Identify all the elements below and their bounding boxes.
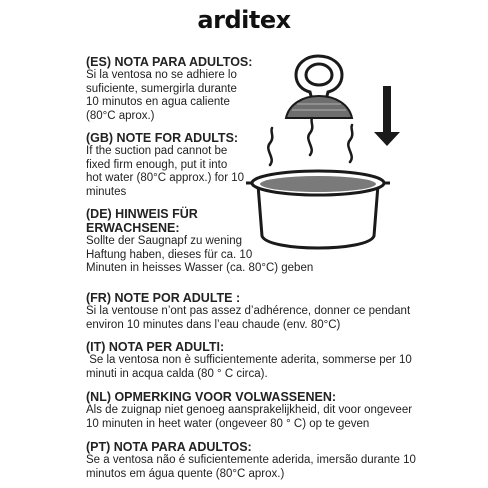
note-es-line: (80°C aprox.) [86,109,155,122]
note-it-line: Se la ventosa non è sufficientemente aderita, sommerse per 10 [86,354,412,366]
note-es-line: Si la ventosa no se adhiere lo [86,69,237,81]
note-nl-line: 10 minuten in heet water (ongeveer 80 ° C) op te geven [86,417,370,430]
note-pt-line: minutos em água quente (80°C aprox.) [86,467,285,480]
note-gb-line: fixed firm enough, put it into [86,158,228,171]
steam-icon [268,118,352,165]
note-es-heading: (ES) NOTA PARA ADULTOS: [86,55,253,69]
note-nl [86,390,466,431]
note-it-line: minuti in acqua calda (80 ° C circa). [86,367,268,380]
note-nl-line: Als de zuignap niet genoeg aansprakelijkheid, dit voor ongeveer [86,404,413,416]
note-it-heading: (IT) NOTA PER ADULTI: [86,340,225,354]
illustration [240,50,415,265]
note-pt-line: Se a ventosa não é suficientemente aderida, imersão durante 10 [86,454,416,466]
note-de-line: Haftung haben, dieses für ca. 10 [86,248,253,261]
brand-logo: arditex [197,6,291,34]
note-es-line: suficiente, sumergirla durante [86,82,237,95]
note-it [86,340,412,381]
note-pt-heading: (PT) NOTA PARA ADULTOS: [86,440,252,454]
note-de-heading: (DE) HINWEIS FÜR [86,207,198,221]
note-de-line: Sollte der Saugnapf zu wening [86,235,242,247]
note-de-line: Minuten in heisses Wasser (ca. 80°C) geben [86,262,314,274]
note-fr-heading: (FR) NOTE POR ADULTE : [86,291,241,305]
pot-icon [246,171,390,248]
note-fr [86,291,436,332]
down-arrow-icon [374,86,400,146]
note-fr-line: Si la ventouse n’ont pas assez d’adhérence, donner ce pendant [86,305,411,317]
note-gb-heading: (GB) NOTE FOR ADULTS: [86,131,239,145]
note-es-line: 10 minutos en agua caliente [86,96,230,108]
suction-cup-icon [286,56,352,118]
note-pt [86,440,466,481]
note-nl-heading: (NL) OPMERKING VOOR VOLWASSENEN: [86,390,337,404]
note-gb-line: hot water (80°C approx.) for 10 [86,172,245,184]
note-gb-line: If the suction pad cannot be [86,145,228,157]
note-gb [86,131,261,199]
note-fr-line: environ 10 minutes dans l’eau chaude (env. 80°C) [86,318,341,331]
note-gb-line: minutes [86,185,127,198]
note-de-heading: ERWACHSENE: [86,221,180,235]
